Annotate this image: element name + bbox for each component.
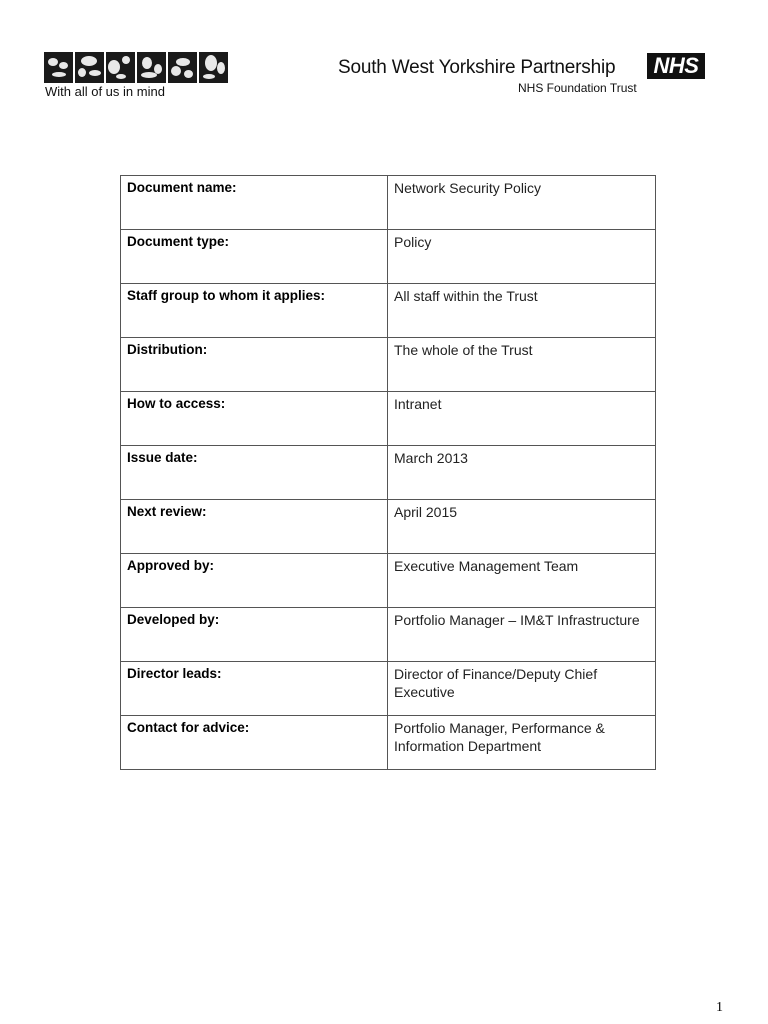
face-photo — [137, 52, 166, 83]
table-row — [121, 554, 656, 608]
table-row — [121, 662, 656, 716]
row-label: Document type: — [121, 230, 388, 284]
table-row — [121, 500, 656, 554]
row-label: Document name: — [121, 176, 388, 230]
table-row — [121, 338, 656, 392]
table-row — [121, 284, 656, 338]
row-label: Approved by: — [121, 554, 388, 608]
row-value: March 2013 — [388, 446, 656, 500]
face-photo — [75, 52, 104, 83]
tagline: With all of us in mind — [45, 84, 165, 99]
table-row — [121, 392, 656, 446]
document-info-table — [120, 175, 656, 770]
face-photo — [44, 52, 73, 83]
nhs-logo: NHS — [647, 53, 705, 79]
table-row — [121, 176, 656, 230]
row-label: Next review: — [121, 500, 388, 554]
row-value: Intranet — [388, 392, 656, 446]
row-value: Portfolio Manager – IM&T Infrastructure — [388, 608, 656, 662]
faces-logo-strip — [44, 52, 228, 83]
row-label: Director leads: — [121, 662, 388, 716]
table-row — [121, 230, 656, 284]
row-label: Issue date: — [121, 446, 388, 500]
row-value: Network Security Policy — [388, 176, 656, 230]
face-photo — [168, 52, 197, 83]
row-value: The whole of the Trust — [388, 338, 656, 392]
row-label: Developed by: — [121, 608, 388, 662]
organisation-subtitle: NHS Foundation Trust — [518, 81, 637, 95]
row-value: Portfolio Manager, Performance & Information Department — [388, 716, 656, 770]
row-value: April 2015 — [388, 500, 656, 554]
organisation-name: South West Yorkshire Partnership — [338, 57, 616, 78]
row-value: All staff within the Trust — [388, 284, 656, 338]
row-label: Staff group to whom it applies: — [121, 284, 388, 338]
table-row — [121, 716, 656, 770]
row-value: Executive Management Team — [388, 554, 656, 608]
table-row — [121, 446, 656, 500]
page-number: 1 — [716, 1000, 723, 1015]
row-label: Distribution: — [121, 338, 388, 392]
row-label: Contact for advice: — [121, 716, 388, 770]
row-value: Policy — [388, 230, 656, 284]
row-value: Director of Finance/Deputy Chief Executive — [388, 662, 656, 716]
face-photo — [199, 52, 228, 83]
table-row — [121, 608, 656, 662]
face-photo — [106, 52, 135, 83]
row-label: How to access: — [121, 392, 388, 446]
